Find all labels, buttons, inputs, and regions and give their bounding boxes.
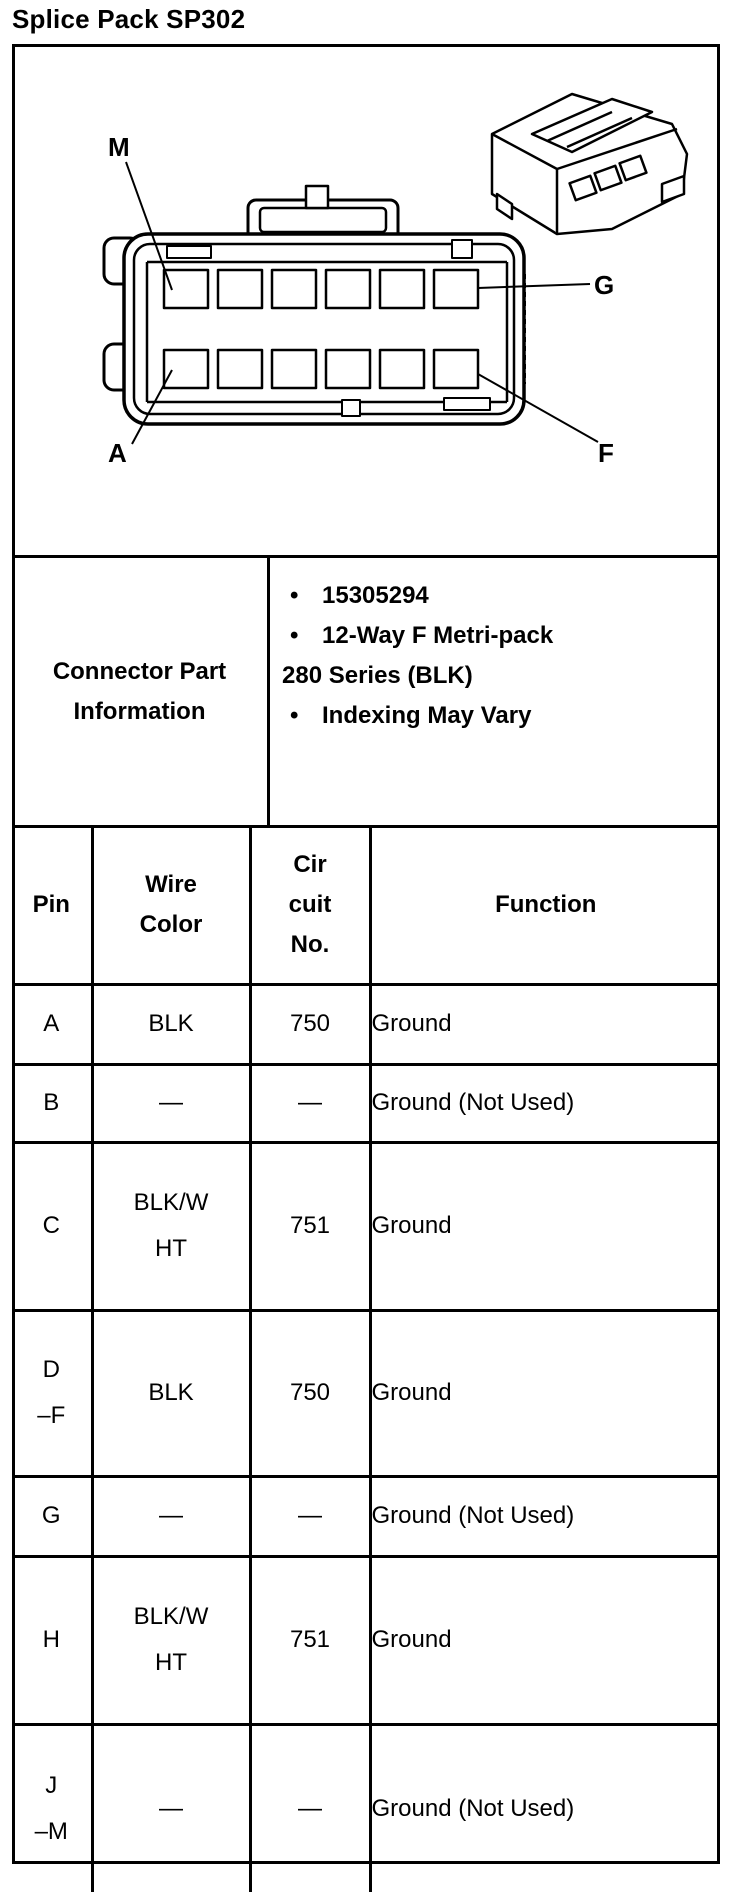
circuit-cell: 750 <box>250 984 370 1064</box>
function-cell: Ground (Not Used) <box>370 1064 720 1142</box>
table-row <box>12 1556 720 1724</box>
function-cell: Ground (Not Used) <box>370 1724 720 1892</box>
header-circuit-line3: No. <box>290 931 330 959</box>
info-item-text: 12-Way F Metri-pack <box>322 622 554 649</box>
wire-color-line1: BLK/W <box>133 1189 209 1216</box>
pin-cell: B <box>12 1064 92 1142</box>
connector-3d-view <box>492 94 687 234</box>
info-item-text: 15305294 <box>322 582 429 609</box>
table-row <box>12 1142 720 1310</box>
header-function: Function <box>370 828 720 984</box>
table-row <box>12 984 720 1064</box>
wire-color-cell: BLK <box>92 984 250 1064</box>
wire-color-line2: HT <box>155 1649 187 1676</box>
wire-color-cell: — <box>92 1476 250 1556</box>
function-cell: Ground <box>370 1310 720 1476</box>
header-circuit-line2: cuit <box>288 891 332 919</box>
page-title: Splice Pack SP302 <box>12 4 246 34</box>
connector-part-info-label <box>12 558 270 825</box>
header-circuit-no <box>250 828 370 984</box>
wire-color-cell: BLK <box>92 1310 250 1476</box>
callout-m: M <box>108 132 130 162</box>
header-circuit-line1: Cir <box>293 851 327 879</box>
info-label-line2: Information <box>73 697 206 725</box>
pin-line1: J <box>45 1771 58 1799</box>
header-wire-color-line2: Color <box>139 911 203 939</box>
callout-g: G <box>594 270 615 300</box>
circuit-cell: — <box>250 1724 370 1892</box>
pin-cell: A <box>12 984 92 1064</box>
header-pin: Pin <box>12 828 92 984</box>
pin-cell: G <box>12 1476 92 1556</box>
connector-face <box>104 186 525 424</box>
info-item <box>282 696 712 736</box>
connector-part-info <box>12 558 720 828</box>
table-row <box>12 1724 720 1892</box>
bullet: • <box>290 582 299 609</box>
info-item <box>282 616 712 656</box>
pin-cell <box>12 1724 92 1892</box>
pin-cell <box>12 1310 92 1476</box>
header-wire-color-line1: Wire <box>145 871 197 899</box>
pin-line2: –M <box>34 1817 68 1845</box>
table-row <box>12 1064 720 1142</box>
circuit-cell: 750 <box>250 1310 370 1476</box>
pin-cell: C <box>12 1142 92 1310</box>
info-item-text: 280 Series (BLK) <box>282 662 473 689</box>
connector-diagram <box>12 44 720 558</box>
pinout-table <box>12 828 720 1892</box>
wire-color-cell <box>92 1142 250 1310</box>
circuit-cell: — <box>250 1064 370 1142</box>
pin-line1: D <box>42 1356 60 1383</box>
wire-color-line1: BLK/W <box>133 1603 209 1630</box>
info-item <box>282 576 712 616</box>
function-cell: Ground <box>370 1142 720 1310</box>
function-cell: Ground <box>370 984 720 1064</box>
connector-part-info-list <box>282 576 712 736</box>
circuit-cell: — <box>250 1476 370 1556</box>
bullet: • <box>290 702 299 729</box>
info-label-line1: Connector Part <box>52 657 227 685</box>
function-cell: Ground (Not Used) <box>370 1476 720 1556</box>
function-cell: Ground <box>370 1556 720 1724</box>
circuit-cell: 751 <box>250 1142 370 1310</box>
info-item <box>282 656 712 696</box>
connector-drawing <box>12 44 720 558</box>
callout-a: A <box>108 438 127 468</box>
callout-f: F <box>598 438 614 468</box>
circuit-cell: 751 <box>250 1556 370 1724</box>
table-row <box>12 1476 720 1556</box>
header-wire-color <box>92 828 250 984</box>
wire-color-cell: — <box>92 1064 250 1142</box>
pin-line2: –F <box>37 1402 66 1429</box>
wire-color-cell: — <box>92 1724 250 1892</box>
table-row <box>12 1310 720 1476</box>
wire-color-cell <box>92 1556 250 1724</box>
pin-cell: H <box>12 1556 92 1724</box>
table-header-row <box>12 828 720 984</box>
info-item-text: Indexing May Vary <box>322 702 532 729</box>
bullet: • <box>290 622 299 649</box>
wire-color-line2: HT <box>155 1235 187 1262</box>
